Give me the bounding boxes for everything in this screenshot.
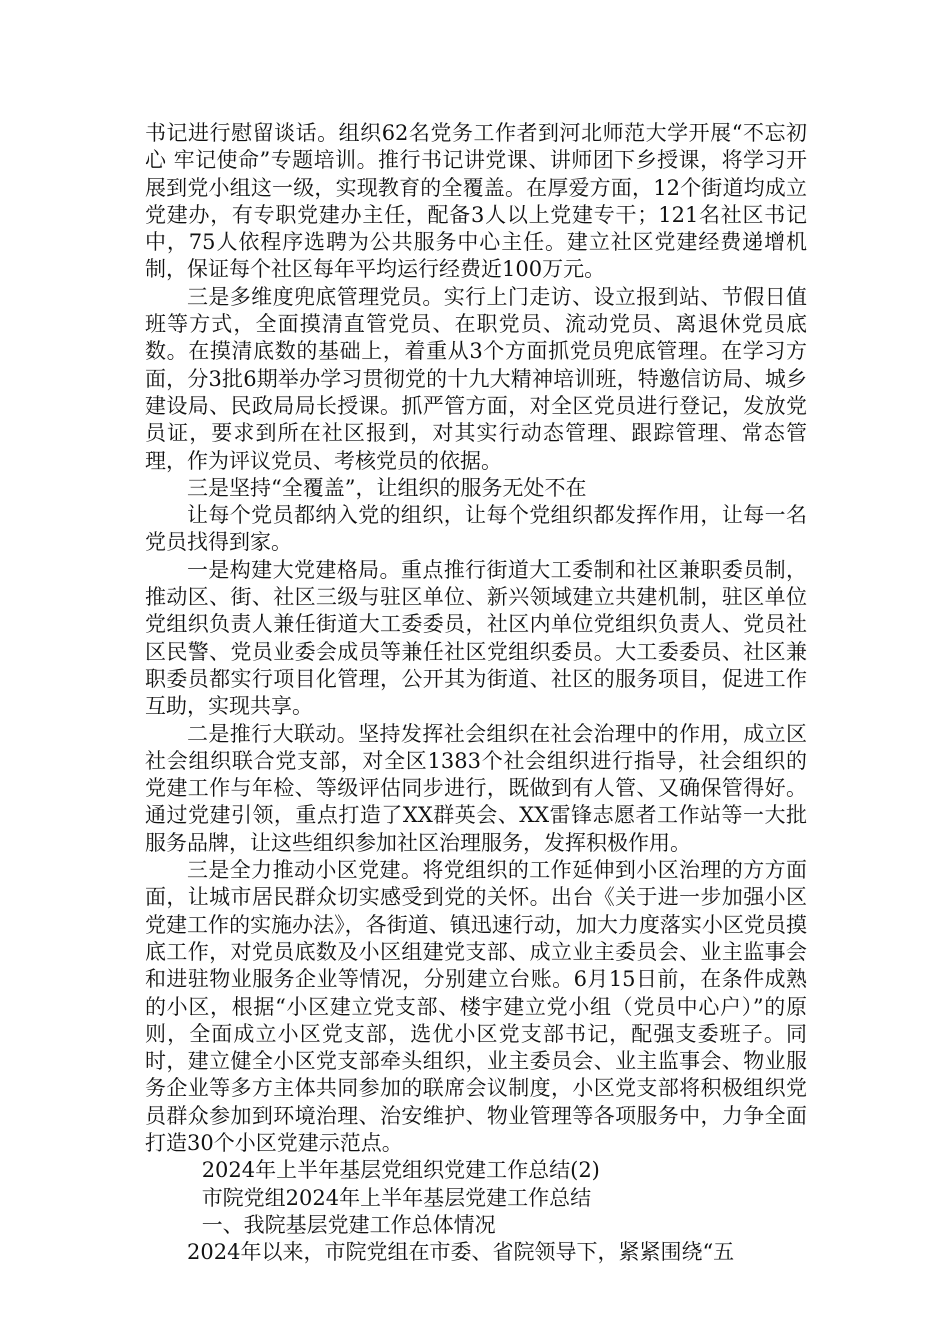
paragraph-continuation: 书记进行慰留谈话。组织62名党务工作者到河北师范大学开展“不忘初心 牢记使命”专题培训。推行书记讲党课、讲师团下乡授课，将学习开展到党小组这一级，实现教育的全覆盖。在厚爱方面，12个街道均成立党建办，有专职党建办主任，配备3人以上党建专干；121名社区书记中，75人依程序选聘为公共服务中心主任。建立社区党建经费递增机制，保证每个社区每年平均运行经费近100万元。	[145, 121, 807, 282]
document-page	[145, 120, 807, 1266]
section-heading-summary-title: 2024年上半年基层党组织党建工作总结(2)	[201, 1158, 600, 1183]
paragraph-community-party-building: 三是全力推动小区党建。将党组织的工作延伸到小区治理的方方面面，让城市居民群众切实感受到党的关怀。出台《关于进一步加强小区党建工作的实施办法》，各街道、镇迅速行动，加大力度落实小区党员摸底工作，对党员底数及小区组建党支部、成立业主委员会、业主监事会和进驻物业服务企业等情况，分别建立台账。6月15日前，在条件成熟的小区，根据“小区建立党支部、楼宇建立党小组（党员中心户）”的原则，全面成立小区党支部，选优小区党支部书记，配强支委班子。同时，建立健全小区党支部牵头组织，业主委员会、业主监事会、物业服务企业等多方主体共同参加的联席会议制度，小区党支部将积极组织党员群众参加到环境治理、治安维护、物业管理等各项服务中，力争全面打造30个小区党建示范点。	[145, 858, 807, 1155]
paragraph-party-member-management: 三是多维度兜底管理党员。实行上门走访、设立报到站、节假日值班等方式，全面摸清直管党员、在职党员、流动党员、离退休党员底数。在摸清底数的基础上，着重从3个方面抓党员兜底管理。在学习方面，分3批6期举办学习贯彻党的十九大精神培训班，特邀信访局、城乡建设局、民政局局长授课。抓严管方面，对全区党员进行登记，发放党员证，要求到所在社区报到，对其实行动态管理、跟踪管理、常态管理，作为评议党员、考核党员的依据。	[145, 284, 807, 473]
paragraph-full-coverage-heading: 三是坚持“全覆盖”，让组织的服务无处不在	[187, 475, 587, 500]
section-heading-report-title: 市院党组2024年上半年基层党建工作总结	[201, 1185, 592, 1210]
paragraph-full-coverage-intro: 让每个党员都纳入党的组织，让每个党组织都发挥作用，让每一名党员找得到家。	[145, 503, 807, 555]
paragraph-big-linkage: 二是推行大联动。坚持发挥社会组织在社会治理中的作用，成立区社会组织联合党支部，对全区1383个社会组织进行指导，社会组织的党建工作与年检、等级评估同步进行，既做到有人管、又确保管得好。通过党建引领，重点打造了XX群英会、XX雷锋志愿者工作站等一大批服务品牌，让这些组织参加社区治理服务，发挥积极作用。	[145, 721, 807, 855]
paragraph-big-party-building: 一是构建大党建格局。重点推行街道大工委制和社区兼职委员制，推动区、街、社区三级与驻区单位、新兴领域建立共建机制，驻区单位党组织负责人兼任街道大工委委员，社区内单位党组织负责人、党员社区民警、党员业委会成员等兼任社区党组织委员。大工委委员、社区兼职委员都实行项目化管理，公开其为街道、社区的服务项目，促进工作互助，实现共享。	[145, 557, 807, 719]
section-heading-overview: 一、我院基层党建工作总体情况	[201, 1212, 496, 1237]
paragraph-closing: 2024年以来，市院党组在市委、省院领导下，紧紧围绕“五	[187, 1240, 735, 1265]
